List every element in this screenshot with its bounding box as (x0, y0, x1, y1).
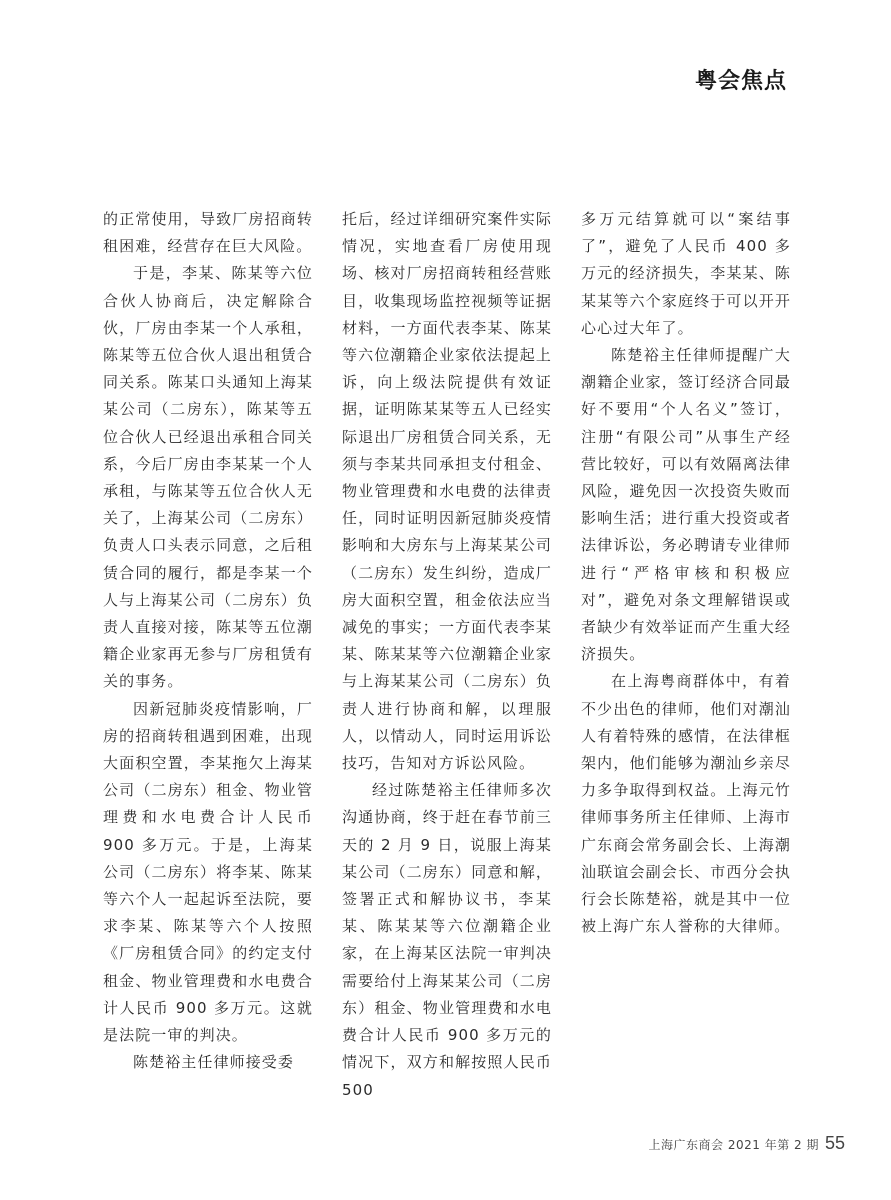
page-number: 55 (824, 1133, 845, 1153)
paragraph: 于是，李某、陈某等六位合伙人协商后，决定解除合伙，厂房由李某一个人承租，陈某等五位合伙人退出租赁合同关系。陈某口头通知上海某某公司（二房东），陈某等五位合伙人已经退出承租合同关系，今后厂房由李某某一个人承租，与陈某等五位合伙人无关了，上海某公司（二房东）负责人口头表示同意，之后租赁合同的履行，都是李某一个人与上海某公司（二房东）负责人直接对接，陈某等五位潮籍企业家再无参与厂房租赁有关的事务。 (103, 264, 313, 691)
paragraph: 经过陈楚裕主任律师多次沟通协商，终于赶在春节前三天的 2 月 9 日，说服上海某某公司（二房东）同意和解，签署正式和解协议书，李某某、陈某某等六位潮籍企业家，在上海某区法院一审判决需要给付上海某某公司（二房东）租金、物业管理费和水电费合计人民币 900 多万元的情况下，双方和解按照人民币 500 (342, 781, 552, 1099)
paragraph: 因新冠肺炎疫情影响，厂房的招商转租遇到困难，出现大面积空置，李某拖欠上海某公司（二房东）租金、物业管理费和水电费合计人民币 900 多万元。于是，上海某公司（二房东）将李某、陈某等六个人一起起诉至法院，要求李某、陈某等六个人按照《厂房租赁合同》的约定支付租金、物业管理费和水电费合计人民币 900 多万元。这就是法院一审的判决。 (103, 699, 313, 1045)
page-footer (649, 1133, 845, 1154)
publication-info: 上海广东商会 2021 年第 2 期 (648, 1138, 819, 1152)
article-column-1 (103, 206, 313, 1077)
article-column-3 (581, 206, 791, 940)
paragraph: 陈楚裕主任律师接受委 (133, 1053, 295, 1072)
paragraph: 陈楚裕主任律师提醒广大潮籍企业家，签订经济合同最好不要用“个人名义”签订，注册“有限公司”从事生产经营比较好，可以有效隔离法律风险，避免因一次投资失败而影响生活；进行重大投资或者法律诉讼，务必聘请专业律师进行“严格审核和积极应对”，避免对条文理解错误或者缺少有效举证而产生重大经济损失。 (581, 346, 791, 664)
article-column-2 (342, 206, 552, 1104)
section-title: 粤会焦点 (694, 69, 787, 94)
paragraph: 在上海粤商群体中，有着不少出色的律师，他们对潮汕人有着特殊的感情，在法律框架内，他们能够为潮汕乡亲尽力多争取得到权益。上海元竹律师事务所主任律师、上海市广东商会常务副会长、上海潮汕联谊会副会长、市西分会执行会长陈楚裕，就是其中一位被上海广东人誉称的大律师。 (581, 672, 791, 936)
paragraph: 托后，经过详细研究案件实际情况，实地查看厂房使用现场、核对厂房招商转租经营账目，收集现场监控视频等证据材料，一方面代表李某、陈某等六位潮籍企业家依法提起上诉，向上级法院提供有效证据，证明陈某某等五人已经实际退出厂房租赁合同关系，无须与李某共同承担支付租金、物业管理费和水电费的法律责任，同时证明因新冠肺炎疫情影响和大房东与上海某某公司（二房东）发生纠纷，造成厂房大面积空置，租金依法应当减免的事实；一方面代表李某某、陈某某等六位潮籍企业家与上海某某公司（二房东）负责人进行协商和解，以理服人，以情动人，同时运用诉讼技巧，告知对方诉讼风险。 (342, 210, 552, 773)
paragraph: 的正常使用，导致厂房招商转租困难，经营存在巨大风险。 (103, 210, 313, 256)
paragraph: 多万元结算就可以“案结事了”，避免了人民币 400 多万元的经济损失，李某某、陈某某等六个家庭终于可以开开心心过大年了。 (581, 210, 791, 337)
